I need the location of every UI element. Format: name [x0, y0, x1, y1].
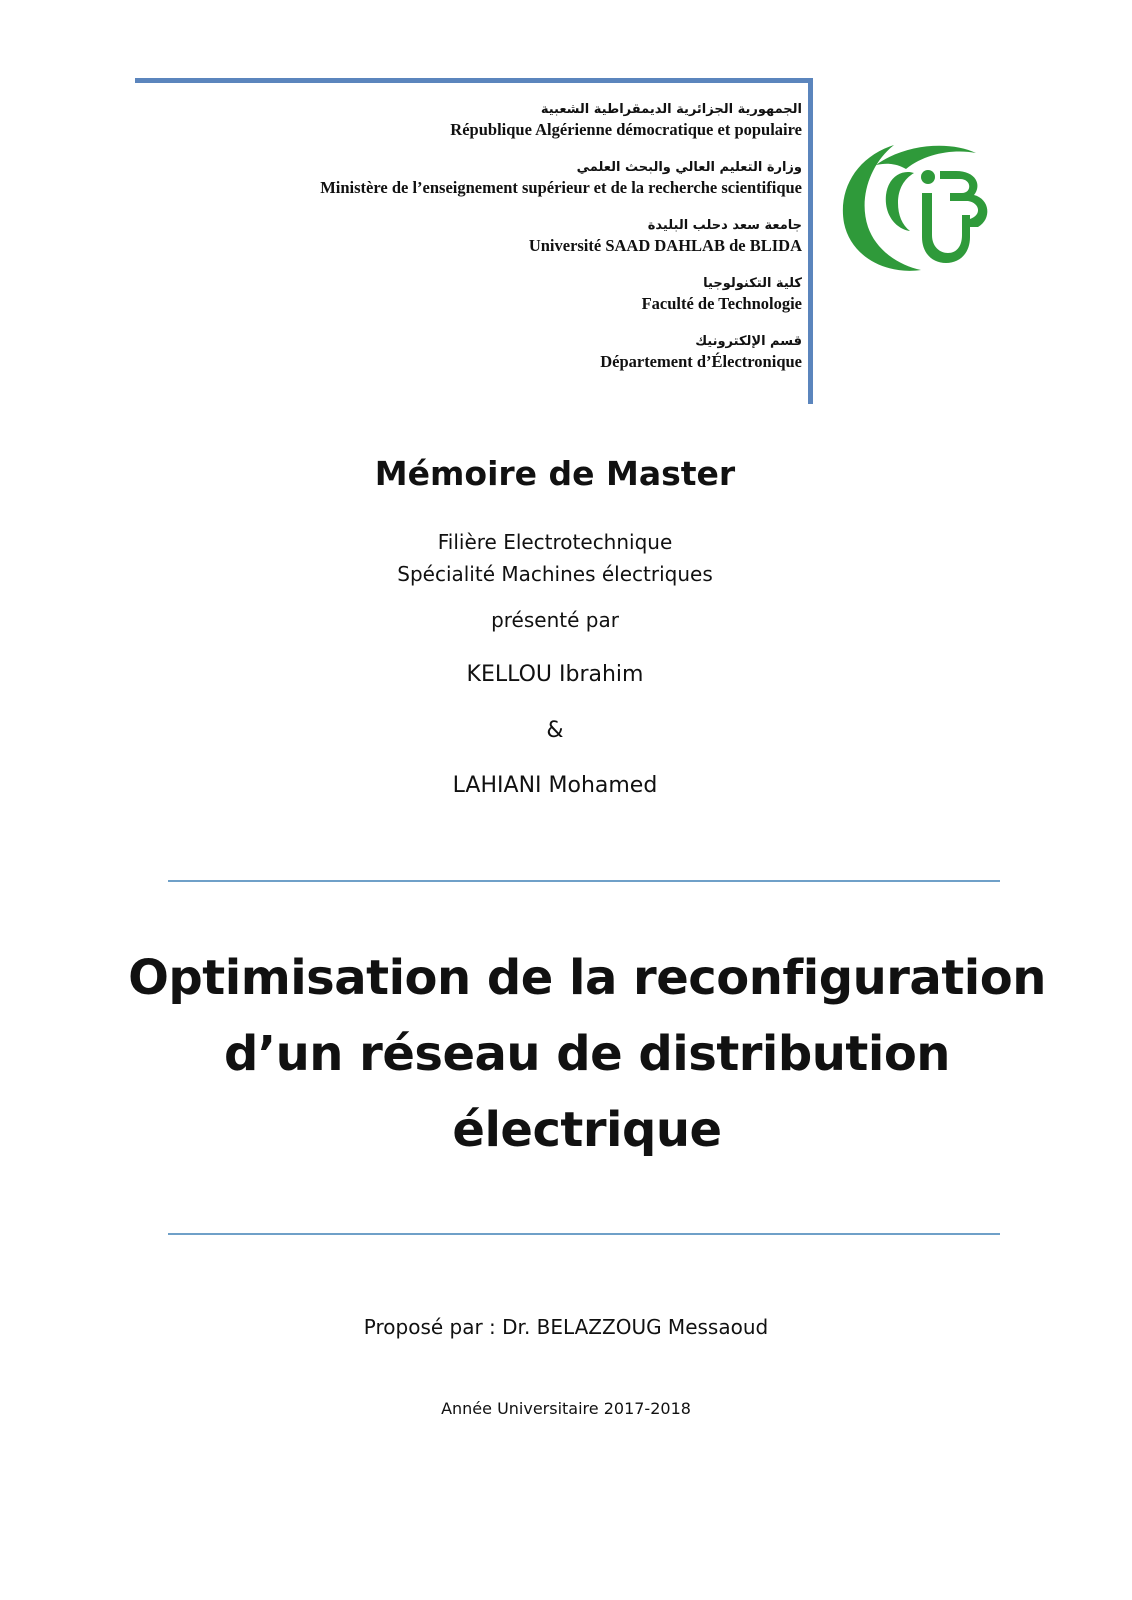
republic-arabic: الجمهورية الجزائرية الديمقراطية الشعبية [540, 102, 802, 117]
department-group [242, 332, 802, 372]
university-french: Université SAAD DAHLAB de BLIDA [528, 236, 802, 255]
supervisor-text: Proposé par : Dr. BELAZZOUG Messaoud [363, 1315, 769, 1339]
faculty-french: Faculté de Technologie [641, 294, 802, 313]
ministry-arabic: وزارة التعليم العالي والبحث العلمي [576, 160, 802, 175]
presente-par-text: présenté par [491, 608, 619, 632]
thesis-title [120, 940, 1054, 1168]
faculty-group [242, 274, 802, 314]
university-logo-icon [836, 135, 998, 275]
thesis-title-line-2: d’un réseau de distribution [224, 1026, 950, 1082]
author-2: LAHIANI Mohamed [452, 773, 658, 798]
academic-year-text: Année Universitaire 2017-2018 [441, 1399, 691, 1418]
institution-header [242, 100, 802, 390]
ministry-french: Ministère de l’enseignement supérieur et de la recherche scientifique [320, 178, 802, 197]
filiere-text: Filière Electrotechnique [437, 530, 673, 554]
memoire-heading: Mémoire de Master [374, 454, 736, 493]
header-frame-right-rule [808, 78, 813, 404]
department-arabic: قسم الإلكترونيك [695, 334, 802, 349]
thesis-title-line-3: électrique [452, 1102, 722, 1158]
title-bottom-divider [168, 1233, 1000, 1235]
author-separator: & [546, 718, 564, 743]
republic-group [242, 100, 802, 140]
specialite-text: Spécialité Machines électriques [397, 562, 713, 586]
faculty-arabic: كلية التكنولوجيا [703, 276, 802, 291]
university-arabic: جامعة سعد دحلب البليدة [647, 218, 802, 233]
title-top-divider [168, 880, 1000, 882]
program-info [0, 526, 1110, 590]
department-french: Département d’Électronique [600, 352, 802, 371]
ministry-group [242, 158, 802, 198]
author-1: KELLOU Ibrahim [466, 662, 644, 687]
header-frame-top-rule [135, 78, 813, 83]
republic-french: République Algérienne démocratique et populaire [450, 120, 802, 139]
thesis-title-line-1: Optimisation de la reconfiguration [128, 950, 1046, 1006]
university-group [242, 216, 802, 256]
